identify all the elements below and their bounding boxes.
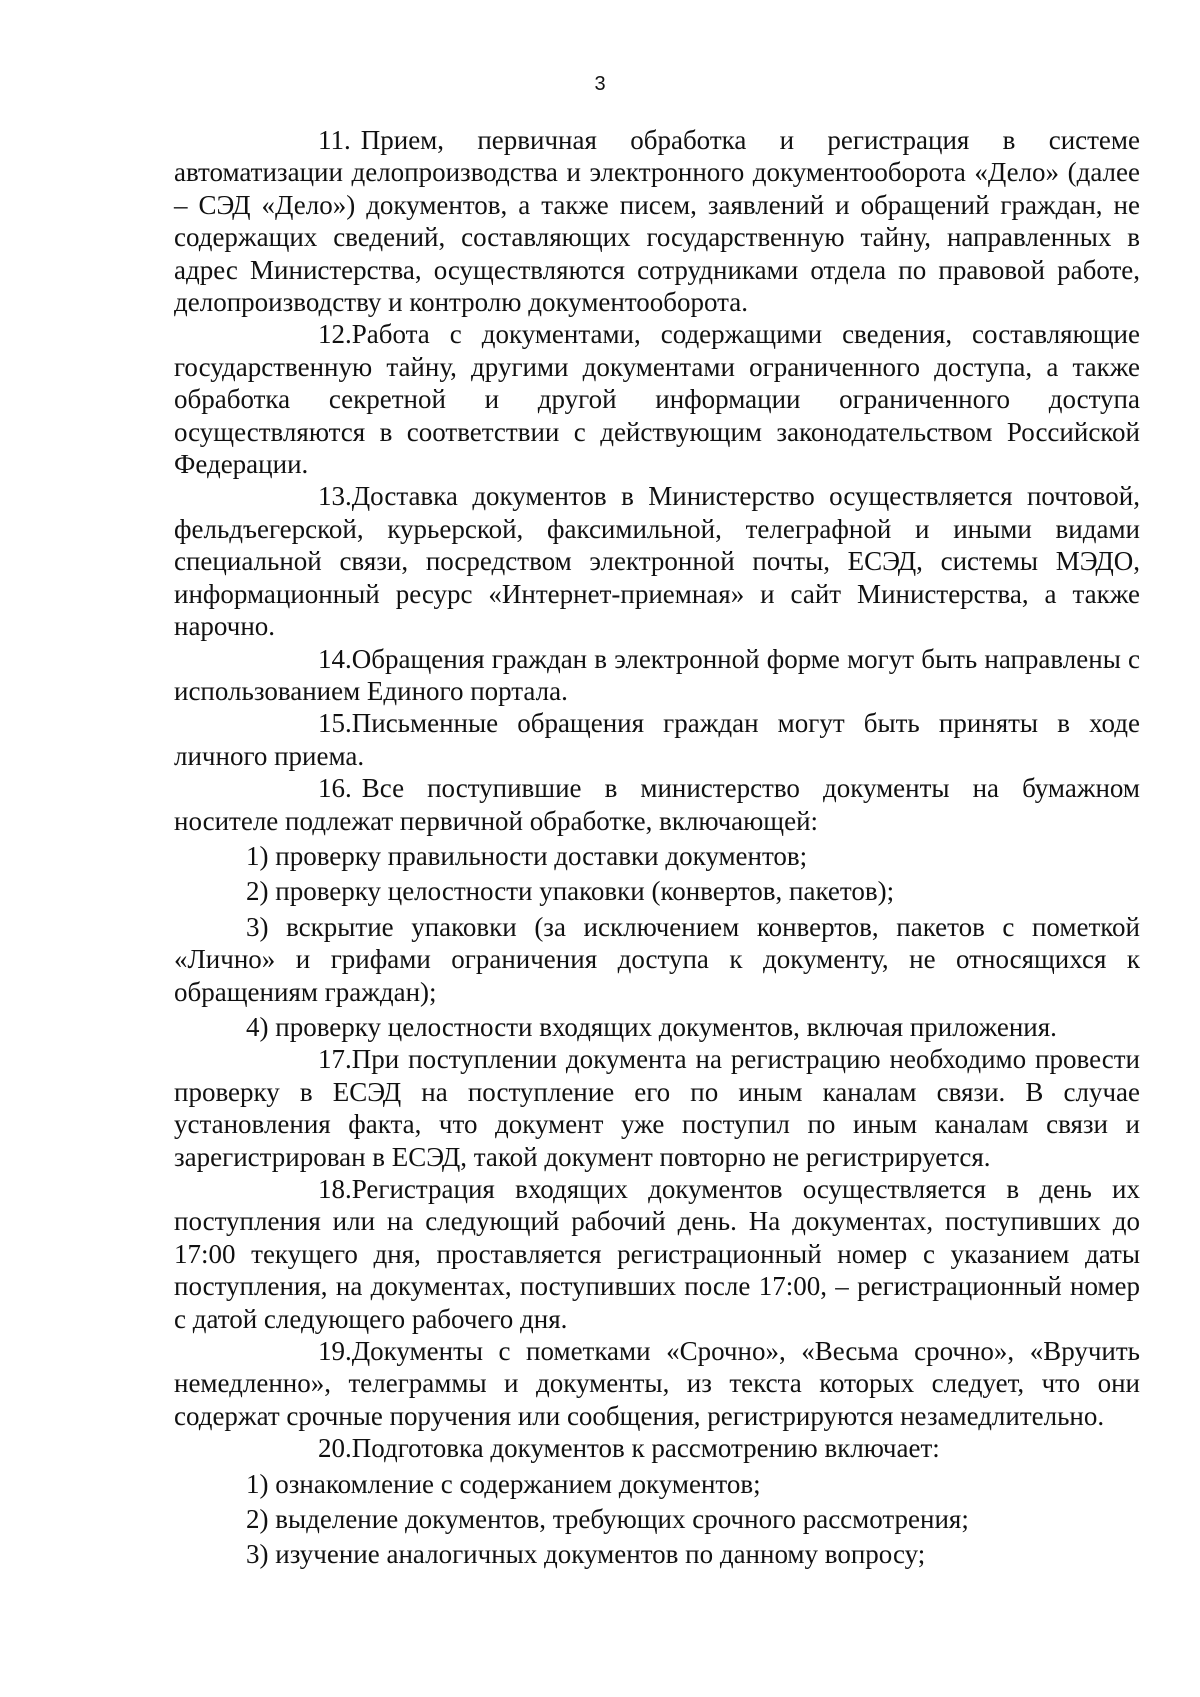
paragraph-number: 16.: [318, 773, 352, 804]
paragraph-number: 18.: [318, 1174, 352, 1204]
list-item: 4) проверку целостности входящих документов, включая приложения.: [246, 1011, 1057, 1042]
paragraph-text: Работа с документами, содержащими сведения, составляющие государственную тайну, другими документами ограниченного доступа, а также обработка секретной и другой информации ограниченного доступа осуществляются в соответствии с действующим законодательством Российской Федерации.: [174, 319, 1140, 480]
paragraph-number: 12.: [318, 319, 352, 350]
list-item: 3) изучение аналогичных документов по данному вопросу;: [246, 1539, 926, 1570]
paragraph-text: Доставка документов в Министерство осуществляется почтовой, фельдъегерской, курьерской, факсимильной, телеграфной и иными видами специальной связи, посредством электронной почты, ЕСЭД, системы МЭДО, информационный ресурс «Интернет-приемная» и сайт Министерства, а также нарочно.: [174, 481, 1140, 642]
paragraph-number: 20.: [318, 1433, 352, 1464]
paragraph-number: 14.: [318, 643, 352, 674]
paragraph-12: [174, 318, 1140, 480]
paragraph-17: [174, 1043, 1140, 1173]
list-item: 3) вскрытие упаковки (за исключением конвертов, пакетов с пометкой «Лично» и грифами ограничения доступа к документу, не относящихся к обращениям граждан);: [174, 911, 1140, 1007]
paragraph-number: 11.: [318, 125, 351, 155]
paragraph-13: [174, 480, 1140, 642]
paragraph-number: 19.: [318, 1336, 352, 1367]
paragraph-number: 15.: [318, 708, 352, 739]
list-item: 2) проверку целостности упаковки (конвертов, пакетов);: [246, 876, 895, 907]
list-item: 2) выделение документов, требующих срочного рассмотрения;: [246, 1504, 969, 1535]
list-item: 1) ознакомление с содержанием документов;: [246, 1468, 761, 1499]
list-item: 1) проверку правильности доставки документов;: [246, 840, 808, 871]
page-number: 3: [594, 73, 606, 95]
paragraph-number: 17.: [318, 1044, 352, 1075]
paragraph-text: Все поступившие в министерство документы на бумажном носителе подлежат первичной обработке, включающей:: [174, 773, 1140, 836]
paragraph-text: Обращения граждан в электронной форме могут быть направлены с использованием Единого портала.: [174, 643, 1140, 706]
paragraph-19: [174, 1335, 1140, 1432]
paragraph-16: [174, 772, 1140, 837]
paragraph-number: 13.: [318, 481, 352, 512]
paragraph-18: [174, 1173, 1140, 1335]
paragraph-text: Прием, первичная обработка и регистрация в системе автоматизации делопроизводства и электронного документооборота «Дело» (далее – СЭД «Дело») документов, а также писем, заявлений и обращений граждан, не содержащих сведений, составляющих государственную тайну, направленных в адрес Министерства, осуществляются сотрудниками отдела по правовой работе, делопроизводству и контролю документооборота.: [174, 125, 1140, 318]
paragraph-20: [174, 1432, 1140, 1464]
paragraph-text: При поступлении документа на регистрацию необходимо провести проверку в ЕСЭД на поступление его по иным каналам связи. В случае установления факта, что документ уже поступил по иным каналам связи и зарегистрирован в ЕСЭД, такой документ повторно не регистрируется.: [174, 1044, 1140, 1172]
paragraph-text: Письменные обращения граждан могут быть приняты в ходе личного приема.: [174, 708, 1140, 771]
paragraph-11: [174, 124, 1140, 318]
document-body: [174, 124, 1140, 1571]
paragraph-text: Подготовка документов к рассмотрению включает:: [351, 1433, 940, 1464]
paragraph-text: Документы с пометками «Срочно», «Весьма срочно», «Вручить немедленно», телеграммы и документы, из текста которых следует, что они содержат срочные поручения или сообщения, регистрируются незамедлительно.: [174, 1336, 1140, 1431]
paragraph-text: Регистрация входящих документов осуществляется в день их поступления или на следующий рабочий день. На документах, поступивших до 17:00 текущего дня, проставляется регистрационный номер с указанием даты поступления, на документах, поступивших после 17:00, – регистрационный номер с датой следующего рабочего дня.: [174, 1174, 1140, 1334]
paragraph-14: [174, 643, 1140, 708]
paragraph-15: [174, 707, 1140, 772]
